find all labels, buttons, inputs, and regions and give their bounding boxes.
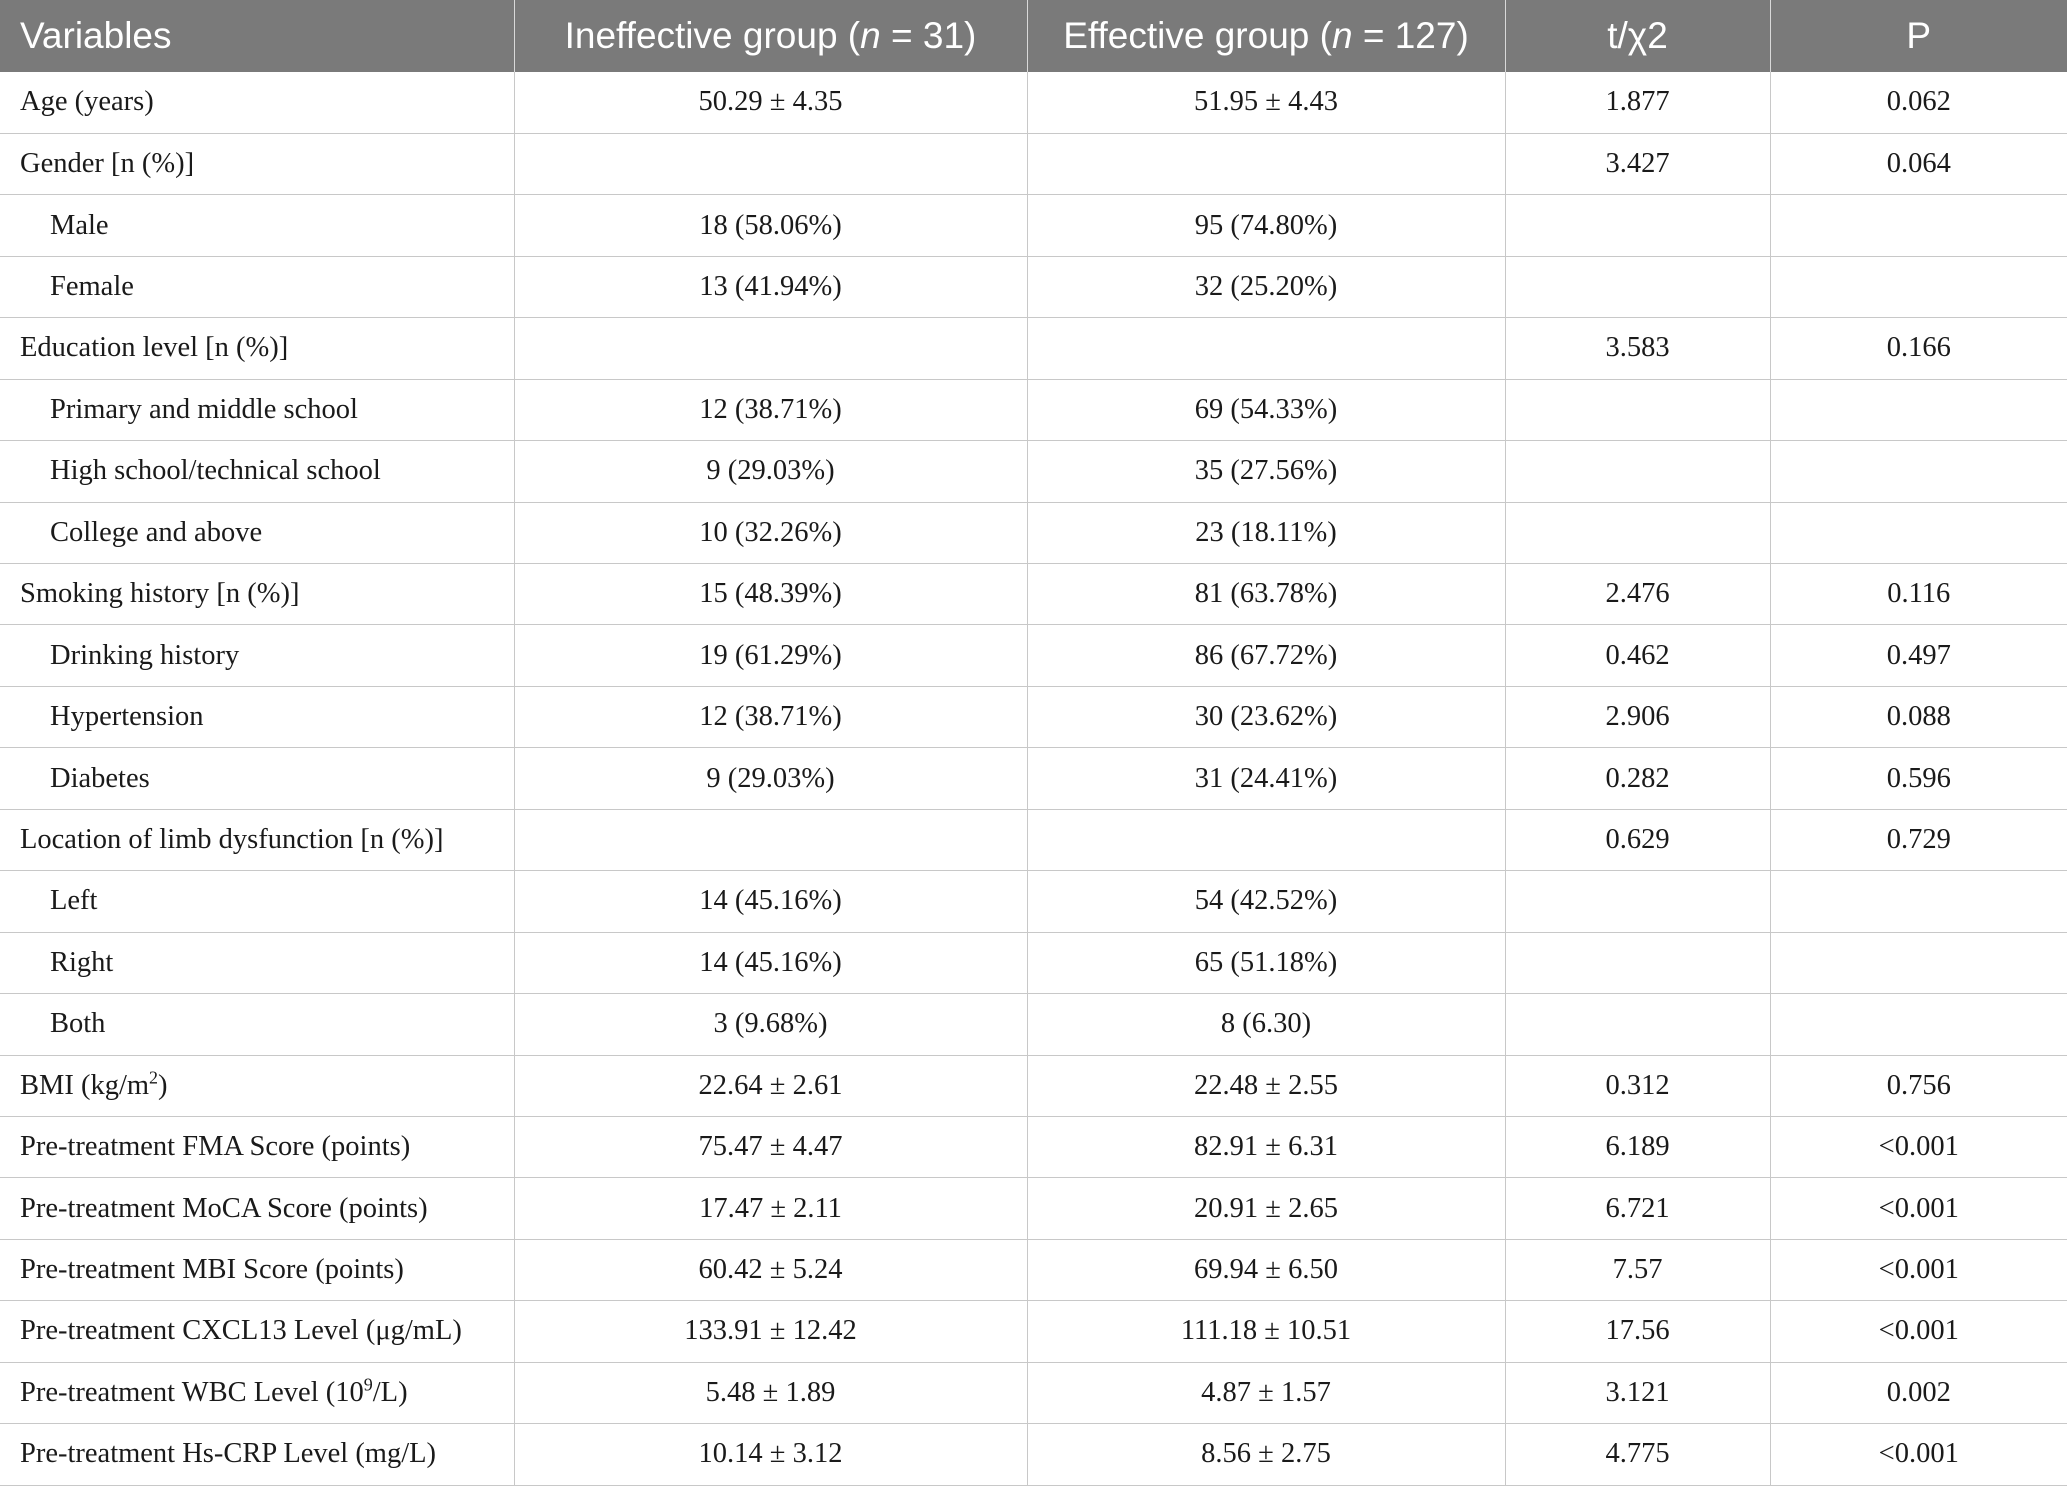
table-row	[0, 441, 2067, 502]
cell-effective: 20.91 ± 2.65	[1027, 1178, 1505, 1239]
cell-p-value	[1770, 379, 2067, 440]
cell-p-value: 0.064	[1770, 133, 2067, 194]
table-row	[0, 195, 2067, 256]
cell-variable	[0, 932, 514, 993]
cell-ineffective: 50.29 ± 4.35	[514, 72, 1027, 133]
cell-ineffective: 18 (58.06%)	[514, 195, 1027, 256]
cell-variable	[0, 72, 514, 133]
cell-p-value	[1770, 932, 2067, 993]
variable-label: Hypertension	[50, 701, 204, 733]
cell-ineffective	[514, 133, 1027, 194]
table-row	[0, 871, 2067, 932]
header-variables: Variables	[0, 0, 514, 72]
header-test-statistic: t/χ2	[1505, 0, 1770, 72]
cell-test-statistic: 3.583	[1505, 318, 1770, 379]
cell-test-statistic	[1505, 502, 1770, 563]
cell-ineffective: 10.14 ± 3.12	[514, 1424, 1027, 1485]
variable-label: BMI (kg/m	[20, 1069, 150, 1101]
cell-effective: 86 (67.72%)	[1027, 625, 1505, 686]
table-header	[0, 0, 2067, 72]
cell-ineffective: 22.64 ± 2.61	[514, 1055, 1027, 1116]
table-row	[0, 932, 2067, 993]
cell-p-value	[1770, 994, 2067, 1055]
cell-ineffective: 3 (9.68%)	[514, 994, 1027, 1055]
cell-ineffective: 12 (38.71%)	[514, 379, 1027, 440]
variable-label: Both	[50, 1008, 106, 1040]
cell-variable	[0, 871, 514, 932]
cell-test-statistic: 3.121	[1505, 1362, 1770, 1423]
cell-p-value: <0.001	[1770, 1301, 2067, 1362]
cell-ineffective	[514, 809, 1027, 870]
cell-p-value: 0.116	[1770, 564, 2067, 625]
header-p-value: P	[1770, 0, 2067, 72]
cell-test-statistic: 3.427	[1505, 133, 1770, 194]
cell-test-statistic: 0.629	[1505, 809, 1770, 870]
variable-label: Education level [n (%)]	[20, 332, 289, 364]
variable-label: Pre-treatment Hs-CRP Level (mg/L)	[20, 1438, 437, 1470]
variable-label: Gender [n (%)]	[20, 148, 195, 180]
cell-p-value: 0.002	[1770, 1362, 2067, 1423]
cell-ineffective: 17.47 ± 2.11	[514, 1178, 1027, 1239]
cell-p-value: 0.756	[1770, 1055, 2067, 1116]
cell-test-statistic	[1505, 932, 1770, 993]
variable-label: Right	[50, 946, 114, 978]
table-row	[0, 748, 2067, 809]
variable-label: Pre-treatment CXCL13 Level (μg/mL)	[20, 1315, 462, 1347]
table-row	[0, 809, 2067, 870]
cell-effective: 82.91 ± 6.31	[1027, 1116, 1505, 1177]
cell-test-statistic	[1505, 195, 1770, 256]
cell-variable	[0, 1055, 514, 1116]
cell-test-statistic: 4.775	[1505, 1424, 1770, 1485]
cell-effective: 65 (51.18%)	[1027, 932, 1505, 993]
table-body	[0, 72, 2067, 1485]
variable-label: Pre-treatment WBC Level (10	[20, 1376, 364, 1408]
cell-effective: 95 (74.80%)	[1027, 195, 1505, 256]
cell-ineffective: 133.91 ± 12.42	[514, 1301, 1027, 1362]
variable-label: Female	[50, 271, 134, 303]
table-row	[0, 686, 2067, 747]
cell-p-value: 0.497	[1770, 625, 2067, 686]
cell-effective: 69.94 ± 6.50	[1027, 1239, 1505, 1300]
header-effective-group: Effective group (n = 127)	[1027, 0, 1505, 72]
table-row	[0, 133, 2067, 194]
table-row	[0, 502, 2067, 563]
cell-ineffective: 5.48 ± 1.89	[514, 1362, 1027, 1423]
cell-p-value: 0.596	[1770, 748, 2067, 809]
cell-effective: 111.18 ± 10.51	[1027, 1301, 1505, 1362]
cell-p-value: 0.166	[1770, 318, 2067, 379]
variable-label: Primary and middle school	[50, 393, 358, 425]
cell-effective: 81 (63.78%)	[1027, 564, 1505, 625]
table-row	[0, 1424, 2067, 1485]
cell-variable	[0, 625, 514, 686]
cell-p-value: 0.729	[1770, 809, 2067, 870]
cell-variable	[0, 748, 514, 809]
cell-variable	[0, 379, 514, 440]
cell-effective: 8.56 ± 2.75	[1027, 1424, 1505, 1485]
variable-label: Diabetes	[50, 762, 150, 794]
cell-p-value: 0.088	[1770, 686, 2067, 747]
cell-variable	[0, 256, 514, 317]
cell-p-value: <0.001	[1770, 1116, 2067, 1177]
cell-p-value: <0.001	[1770, 1178, 2067, 1239]
cell-p-value	[1770, 871, 2067, 932]
cell-test-statistic	[1505, 256, 1770, 317]
table-row	[0, 564, 2067, 625]
cell-p-value	[1770, 502, 2067, 563]
table-row	[0, 625, 2067, 686]
cell-effective: 69 (54.33%)	[1027, 379, 1505, 440]
variable-label: Pre-treatment MoCA Score (points)	[20, 1192, 428, 1224]
variable-label: High school/technical school	[50, 455, 381, 487]
table-row	[0, 994, 2067, 1055]
cell-p-value: <0.001	[1770, 1424, 2067, 1485]
cell-test-statistic: 6.721	[1505, 1178, 1770, 1239]
cell-test-statistic: 2.906	[1505, 686, 1770, 747]
cell-test-statistic	[1505, 441, 1770, 502]
cell-test-statistic	[1505, 994, 1770, 1055]
table-row	[0, 1362, 2067, 1423]
cell-effective: 35 (27.56%)	[1027, 441, 1505, 502]
cell-effective: 4.87 ± 1.57	[1027, 1362, 1505, 1423]
cell-effective	[1027, 318, 1505, 379]
cell-test-statistic: 7.57	[1505, 1239, 1770, 1300]
cell-variable	[0, 441, 514, 502]
table-row	[0, 1178, 2067, 1239]
cell-effective: 23 (18.11%)	[1027, 502, 1505, 563]
cell-ineffective: 9 (29.03%)	[514, 441, 1027, 502]
cell-p-value	[1770, 195, 2067, 256]
cell-variable	[0, 1362, 514, 1423]
cell-variable	[0, 1424, 514, 1485]
table-row	[0, 1301, 2067, 1362]
cell-test-statistic: 1.877	[1505, 72, 1770, 133]
cell-p-value: <0.001	[1770, 1239, 2067, 1300]
variable-label-suffix: /L)	[372, 1376, 408, 1408]
cell-ineffective: 14 (45.16%)	[514, 871, 1027, 932]
cell-effective: 51.95 ± 4.43	[1027, 72, 1505, 133]
cell-variable	[0, 1239, 514, 1300]
cell-variable	[0, 502, 514, 563]
header-row	[0, 0, 2067, 72]
variable-label: Smoking history [n (%)]	[20, 578, 300, 610]
cell-effective: 31 (24.41%)	[1027, 748, 1505, 809]
cell-test-statistic	[1505, 379, 1770, 440]
cell-variable	[0, 318, 514, 379]
cell-test-statistic: 0.282	[1505, 748, 1770, 809]
variable-label: Male	[50, 209, 109, 241]
cell-p-value	[1770, 441, 2067, 502]
variable-superscript: 9	[363, 1374, 373, 1395]
header-ineffective-group: Ineffective group (n = 31)	[514, 0, 1027, 72]
cell-variable	[0, 564, 514, 625]
cell-ineffective: 15 (48.39%)	[514, 564, 1027, 625]
cell-ineffective: 13 (41.94%)	[514, 256, 1027, 317]
cell-effective	[1027, 133, 1505, 194]
cell-variable	[0, 1116, 514, 1177]
table-row	[0, 72, 2067, 133]
variable-label-suffix: )	[158, 1069, 168, 1101]
cell-variable	[0, 1301, 514, 1362]
cell-variable	[0, 195, 514, 256]
cell-effective: 54 (42.52%)	[1027, 871, 1505, 932]
variable-label: Pre-treatment MBI Score (points)	[20, 1254, 404, 1286]
table-row	[0, 318, 2067, 379]
cell-effective	[1027, 809, 1505, 870]
cell-ineffective	[514, 318, 1027, 379]
table-row	[0, 256, 2067, 317]
cell-variable	[0, 686, 514, 747]
cell-ineffective: 10 (32.26%)	[514, 502, 1027, 563]
cell-ineffective: 60.42 ± 5.24	[514, 1239, 1027, 1300]
variable-label: Age (years)	[20, 86, 154, 118]
cell-effective: 22.48 ± 2.55	[1027, 1055, 1505, 1116]
cell-test-statistic: 17.56	[1505, 1301, 1770, 1362]
cell-test-statistic: 6.189	[1505, 1116, 1770, 1177]
variable-label: Location of limb dysfunction [n (%)]	[20, 823, 444, 855]
variable-label: College and above	[50, 516, 263, 548]
cell-test-statistic: 0.462	[1505, 625, 1770, 686]
cell-variable	[0, 133, 514, 194]
cell-test-statistic	[1505, 871, 1770, 932]
cell-p-value: 0.062	[1770, 72, 2067, 133]
variable-superscript: 2	[149, 1067, 159, 1088]
cell-test-statistic: 0.312	[1505, 1055, 1770, 1116]
table-row	[0, 1116, 2067, 1177]
variable-label: Pre-treatment FMA Score (points)	[20, 1131, 411, 1163]
cell-variable	[0, 994, 514, 1055]
table-row	[0, 1055, 2067, 1116]
table-row	[0, 379, 2067, 440]
cell-ineffective: 14 (45.16%)	[514, 932, 1027, 993]
cell-effective: 8 (6.30)	[1027, 994, 1505, 1055]
variable-label: Drinking history	[50, 639, 240, 671]
table-row	[0, 1239, 2067, 1300]
cell-p-value	[1770, 256, 2067, 317]
cell-ineffective: 12 (38.71%)	[514, 686, 1027, 747]
cell-effective: 32 (25.20%)	[1027, 256, 1505, 317]
cell-variable	[0, 809, 514, 870]
variable-label: Left	[50, 885, 98, 917]
cell-ineffective: 75.47 ± 4.47	[514, 1116, 1027, 1177]
cell-ineffective: 9 (29.03%)	[514, 748, 1027, 809]
cell-variable	[0, 1178, 514, 1239]
cell-ineffective: 19 (61.29%)	[514, 625, 1027, 686]
cell-effective: 30 (23.62%)	[1027, 686, 1505, 747]
cell-test-statistic: 2.476	[1505, 564, 1770, 625]
